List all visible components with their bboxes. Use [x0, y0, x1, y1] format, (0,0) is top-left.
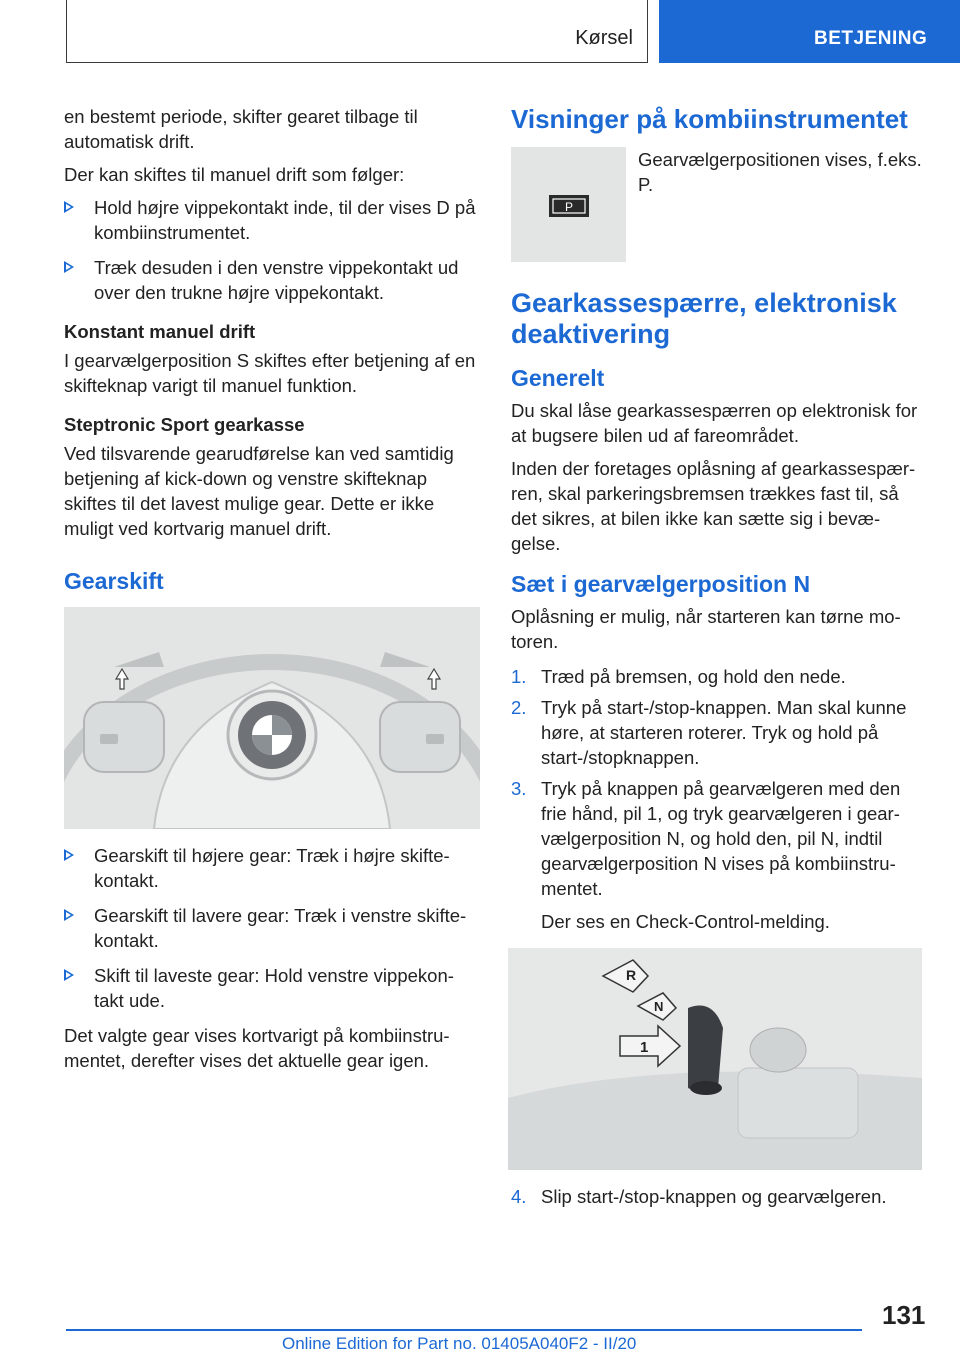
gearkasse-heading: Gearkassespærre, elektronisk deaktivering — [511, 288, 897, 349]
header-section-title: Kørsel — [575, 27, 633, 49]
list-item: 1. Træd på bremsen, og hold den nede. — [511, 666, 846, 687]
footer-divider — [66, 1329, 862, 1331]
list-item: Skift til laveste gear: Hold venstre vippekon-takt ude. — [64, 963, 478, 1013]
konstant-heading: Konstant manuel drift — [64, 321, 256, 342]
intro-paragraph-2: Der kan skiftes til manuel drift som følger: — [64, 164, 405, 185]
bullet-list-gearskift — [64, 843, 478, 1013]
list-item: 2. Tryk på start-/stop-knappen. Man skal kunne høre, at starteren roterer. Tryk og hold på start-/stopknappen. — [511, 697, 907, 768]
gearskift-closing-text: Det valgte gear vises kortvarigt på kombiinstru-mentet, derefter vises det aktuelle gear igen. — [64, 1025, 450, 1071]
steptronic-heading: Steptronic Sport gearkasse — [64, 414, 305, 435]
gear-display-image — [511, 147, 626, 262]
footer-edition-text: Online Edition for Part no. 01405A040F2 - II/20 — [282, 1334, 637, 1353]
generelt-paragraph-1: Du skal låse gearkassespærren op elektronisk for at bugsere bilen ud af fareområdet. — [511, 400, 918, 446]
list-item: 4. Slip start-/stop-knappen og gearvælgeren. — [511, 1186, 887, 1207]
intro-paragraph: en bestemt periode, skifter gearet tilbage til automatisk drift. — [64, 106, 418, 152]
list-item: Træk desuden i den venstre vippekontakt ud over den trukne højre vippekontakt. — [64, 255, 478, 305]
bullet-triangle-icon — [64, 849, 74, 861]
saet-heading: Sæt i gearvælgerposition N — [511, 571, 811, 597]
visninger-heading: Visninger på kombiinstrumentet — [511, 104, 908, 134]
shifter-label-n: N — [654, 999, 664, 1014]
steering-wheel-illustration — [64, 607, 480, 829]
bullet-triangle-icon — [64, 969, 74, 981]
steps-list — [511, 664, 929, 934]
konstant-text: I gearvælgerposition S skiftes efter betjening af en skifteknap varigt til manuel funktion. — [64, 350, 476, 396]
footer-edition — [282, 1334, 636, 1354]
bullet-list-manual — [64, 195, 478, 305]
shifter-label-r: R — [626, 967, 637, 983]
gear-indicator-icon — [511, 147, 626, 262]
header-section-box — [66, 0, 648, 63]
saet-paragraph: Oplåsning er mulig, når starteren kan tørne mo-toren. — [511, 606, 901, 652]
steptronic-text: Ved tilsvarende gearudførelse kan ved samtidig betjening af kick-down og venstre skifteknap skiftes til det lavest mulige gear. Dette er ikke muligt ved kortvarig manuel drift. — [64, 443, 454, 539]
gear-indicator-letter: P — [564, 200, 574, 214]
gear-selector-illustration — [508, 948, 922, 1170]
list-item: Hold højre vippekontakt inde, til der vises D på kombiinstrumentet. — [64, 195, 478, 245]
steps-list-2 — [511, 1184, 929, 1209]
bullet-triangle-icon — [64, 201, 74, 213]
shifter-label-1: 1 — [640, 1039, 649, 1056]
steering-wheel-image — [64, 607, 480, 829]
right-column — [511, 104, 929, 1215]
generelt-paragraph-2: Inden der foretages oplåsning af gearkassespær-ren, skal parkeringsbremsen trækkes fast til, så det sikres, at bilen ikke kan sætte sig i bevæ-gelse. — [511, 458, 916, 554]
list-item: Gearskift til højere gear: Træk i højre skifte-kontakt. — [64, 843, 478, 893]
visninger-row — [511, 147, 929, 262]
step3-note: Der ses en Check-Control-melding. — [541, 911, 830, 932]
header-chapter-tab[interactable] — [659, 0, 960, 63]
gear-selector-image — [508, 948, 922, 1170]
bullet-triangle-icon — [64, 261, 74, 273]
list-item: 3. Tryk på knappen på gearvælgeren med den frie hånd, pil 1, og tryk gearvælgeren i gear-vælgerposition N, og hold den, pil N, indtil gearvælgerposition N vises på kombiinstru-mentet. Der ses en Check-Control-melding. — [511, 776, 929, 934]
list-item: Gearskift til lavere gear: Træk i venstre skifte-kontakt. — [64, 903, 478, 953]
page-number: 131 — [882, 1300, 926, 1330]
gearskift-heading: Gearskift — [64, 568, 164, 594]
header-chapter-title: BETJENING — [814, 28, 928, 49]
left-column — [64, 104, 478, 1081]
visninger-text: Gearvælgerpositionen vises, f.eks. P. — [638, 149, 922, 195]
bullet-triangle-icon — [64, 909, 74, 921]
generelt-heading: Generelt — [511, 365, 605, 391]
